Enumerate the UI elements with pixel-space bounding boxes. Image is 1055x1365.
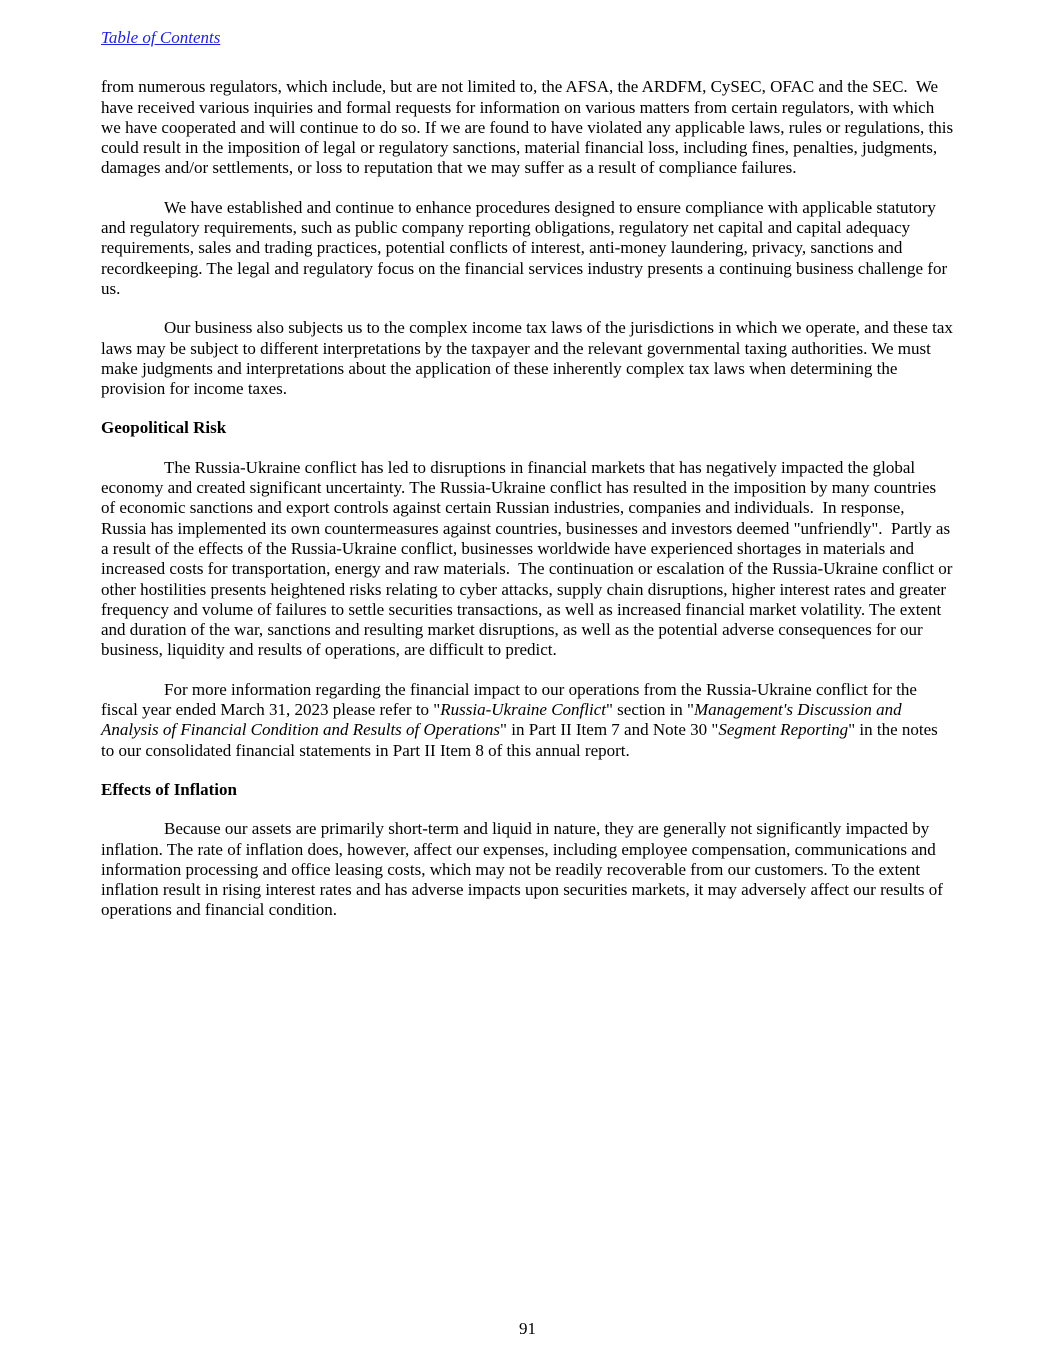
paragraph-income-tax: Our business also subjects us to the complex income tax laws of the jurisdictions in which we operate, and these tax laws may be subject to different interpretations by the taxpayer and the relevant governmental taxing authorities. We must make judgments and interpretations about the application of these inherently complex tax laws when determining the provision for income taxes. <box>101 318 958 399</box>
italic-run-segment-reporting: Segment Reporting <box>718 720 849 740</box>
paragraph-regulators: from numerous regulators, which include, but are not limited to, the AFSA, the ARDFM, CySEC, OFAC and the SEC. We have received various inquiries and formal requests for information on various matters from certain regulators, with which we have cooperated and will continue to do so. If we are found to have violated any applicable laws, rules or regulations, this could result in the imposition of legal or regulatory sanctions, material financial loss, including fines, penalties, judgments, damages and/or settlements, or loss to reputation that we may suffer as a result of compliance failures. <box>101 77 958 178</box>
table-of-contents-link[interactable]: Table of Contents <box>101 28 221 47</box>
page-number: 91 <box>519 1318 536 1338</box>
paragraph-inflation: Because our assets are primarily short-term and liquid in nature, they are generally not significantly impacted by inflation. The rate of inflation does, however, affect our expenses, including employee compensation, communications and information processing and office leasing costs, which may not be readily recoverable from our customers. To the extent inflation result in rising interest rates and has adverse impacts upon securities markets, it may adversely affect our results of operations and financial condition. <box>101 819 948 920</box>
paragraph-compliance-procedures: We have established and continue to enhance procedures designed to ensure compliance with applicable statutory and regulatory requirements, such as public company reporting obligations, regulatory net capital and capital adequacy requirements, sales and trading practices, potential conflicts of interest, anti-money laundering, privacy, sanctions and recordkeeping. The legal and regulatory focus on the financial services industry presents a continuing business challenge for us. <box>101 197 952 298</box>
heading-effects-of-inflation: Effects of Inflation <box>101 779 237 799</box>
text-run: " in the notes to our consolidated financial statements in Part II Item 8 of this annual report. <box>101 720 943 760</box>
text-run: " in Part II Item 7 and Note 30 " <box>500 720 719 740</box>
italic-run-russia-ukraine-conflict: Russia-Ukraine Conflict <box>440 700 606 720</box>
text-run: " section in " <box>605 700 694 720</box>
text-run: For more information regarding the financial impact to our operations from the Russia-Ukraine conflict for the fiscal year ended March 31, 2023 please refer to " <box>101 679 922 720</box>
italic-run-mdna: Management's Discussion and Analysis of Financial Condition and Results of Operations <box>101 700 906 740</box>
heading-geopolitical-risk: Geopolitical Risk <box>101 418 227 438</box>
toc-link-row <box>101 28 954 48</box>
paragraph-russia-ukraine: The Russia-Ukraine conflict has led to disruptions in financial markets that has negatively impacted the global economy and created significant uncertainty. The Russia-Ukraine conflict has resulted in the imposition by many countries of economic sanctions and export controls against certain Russian industries, companies and individuals. In response, Russia has implemented its own countermeasures against countries, businesses and investors deemed "unfriendly". Partly as a result of the effects of the Russia-Ukraine conflict, businesses worldwide have experienced shortages in materials and increased costs for transportation, energy and raw materials. The continuation or escalation of the Russia-Ukraine conflict or other hostilities presents heightened risks relating to cyber attacks, supply chain disruptions, higher interest rates and greater frequency and volume of failures to settle securities transactions, as well as increased financial market volatility. The extent and duration of the war, sanctions and resulting market disruptions, as well as the potential adverse consequences for our business, liquidity and results of operations, are difficult to predict. <box>101 457 957 660</box>
paragraph-more-information <box>101 680 954 761</box>
